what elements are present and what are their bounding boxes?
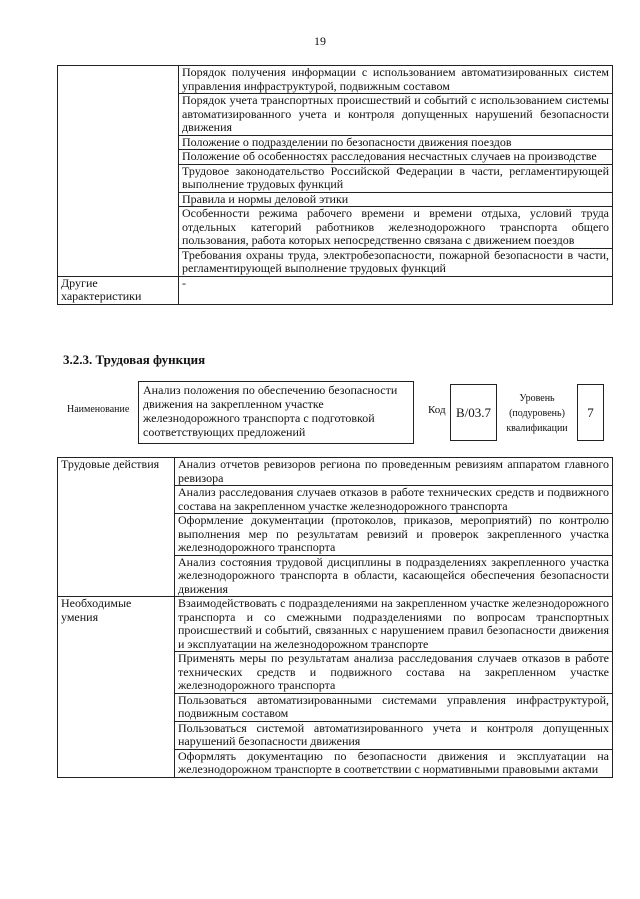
knowledge-item: Порядок учета транспортных происшествий и событий с использованием системы автоматизированного учета и контроля допущенных нарушений безопасности движения — [179, 94, 613, 136]
actions-label: Трудовые действия — [58, 458, 175, 597]
skill-item: Применять меры по результатам анализа расследования случаев отказов в работе технических средств и подвижного состава на закрепленном участке железнодорожного транспорта — [175, 652, 613, 694]
knowledge-table — [57, 65, 613, 305]
level-label: Уровень (подуровень) квалификации — [506, 393, 568, 434]
name-label: Наименование — [67, 404, 130, 415]
skill-item: Взаимодействовать с подразделениями на закрепленном участке железнодорожного транспорта и со смежными подразделениями по вопросам транспортных происшествий и событий, связанных с нарушением правил безопасности движения и эксплуатации на железнодорожном транспорте — [175, 597, 613, 652]
action-item: Анализ состояния трудовой дисциплины в подразделениях закрепленного участка железнодорожного транспорта в области, касающейся обеспечения безопасности движения — [175, 555, 613, 597]
knowledge-item: Правила и нормы деловой этики — [179, 192, 613, 207]
function-table — [57, 457, 613, 778]
action-item: Анализ расследования случаев отказов в работе технических средств и подвижного состава на закрепленном участке железнодорожного транспорта — [175, 486, 613, 514]
table-row — [58, 597, 613, 652]
level-box: 7 — [577, 384, 604, 441]
page-number: 19 — [314, 34, 326, 48]
other-characteristics-label: Другие характеристики — [58, 276, 179, 304]
table-row — [58, 276, 613, 304]
knowledge-item: Особенности режима рабочего времени и времени отдыха, условий труда отдельных категорий работников железнодорожного транспорта общего пользования, работа которых непосредственно связана с движением поездов — [179, 207, 613, 249]
code-box: B/03.7 — [450, 384, 497, 441]
empty-label-cell — [58, 66, 179, 277]
other-characteristics-value: - — [179, 276, 613, 304]
function-name-box: Анализ положения по обеспечению безопасности движения на закрепленном участке железнодорожного транспорта с подготовкой соответствующих предложений — [138, 381, 414, 444]
knowledge-item: Порядок получения информации с использованием автоматизированных систем управления инфраструктурой, подвижным составом — [179, 66, 613, 94]
skill-item: Пользоваться системой автоматизированного учета и контроля допущенных нарушений безопасности движения — [175, 721, 613, 749]
skills-label: Необходимые умения — [58, 597, 175, 778]
code-label: Код — [428, 404, 446, 416]
skill-item: Пользоваться автоматизированными системами управления инфраструктурой, подвижным составом — [175, 693, 613, 721]
action-item: Оформление документации (протоколов, приказов, мероприятий) по контролю выполнения мер по результатам ревизий и проверок закрепленного участка железнодорожного транспорта — [175, 514, 613, 556]
knowledge-item: Положение об особенностях расследования несчастных случаев на производстве — [179, 150, 613, 165]
knowledge-item: Трудовое законодательство Российской Федерации в части, регламентирующей выполнение трудовых функций — [179, 164, 613, 192]
table-row — [58, 458, 613, 486]
knowledge-item: Требования охраны труда, электробезопасности, пожарной безопасности в части, регламентирующей выполнение трудовых функций — [179, 248, 613, 276]
table-row — [58, 66, 613, 94]
knowledge-item: Положение о подразделении по безопасности движения поездов — [179, 135, 613, 150]
action-item: Анализ отчетов ревизоров региона по проведенным ревизиям аппаратом главного ревизора — [175, 458, 613, 486]
section-title: 3.2.3. Трудовая функция — [63, 352, 206, 367]
skill-item: Оформлять документацию по безопасности движения и эксплуатации на железнодорожном транспорте в соответствии с нормативными правовыми актами — [175, 749, 613, 777]
